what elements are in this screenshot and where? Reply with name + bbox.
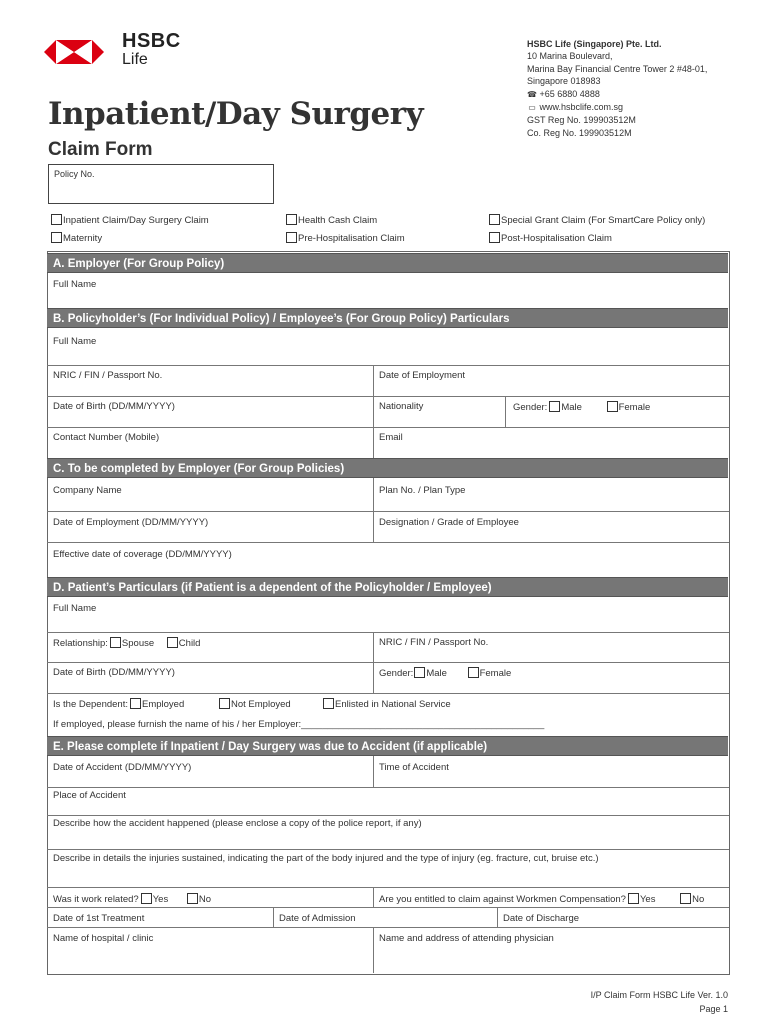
workmen-no[interactable]: No [692,894,705,905]
work-related-yes[interactable]: Yes [152,894,169,905]
footer [591,988,728,1016]
claim-type-pre-hospitalisation[interactable]: Pre-Hospitalisation Claim [286,232,405,244]
work-related: Was it work related? Yes No [53,894,212,905]
employer-name-note[interactable]: If employed, please furnish the name of his / her Employer:______________________________________________ [53,719,545,730]
policyholder-nric[interactable]: NRIC / FIN / Passport No. [53,370,163,381]
checkbox-icon[interactable] [489,214,500,225]
claim-type-inpatient[interactable]: Inpatient Claim/Day Surgery Claim [51,214,209,226]
first-treatment-date[interactable]: Date of 1st Treatment [53,913,145,924]
policyholder-dob[interactable]: Date of Birth (DD/MM/YYYY) [53,401,175,412]
policyholder-gender: Gender: Male Female [513,402,651,413]
section-d-header: D. Patient’s Particulars (if Patient is a dependent of the Policyholder / Employee) [47,577,728,597]
section-a-header: A. Employer (For Group Policy) [47,253,728,273]
checkbox-icon[interactable] [468,667,479,678]
employer-full-name[interactable]: Full Name [53,279,97,290]
form-version: I/P Claim Form HSBC Life Ver. 1.0 [590,990,728,1000]
checkbox-icon[interactable] [219,698,230,709]
discharge-date[interactable]: Date of Discharge [503,913,580,924]
checkbox-icon[interactable] [51,214,62,225]
checkbox-icon[interactable] [130,698,141,709]
policyholder-email[interactable]: Email [379,432,403,443]
page-number: Page 1 [699,1004,728,1014]
section-c-header: C. To be completed by Employer (For Group Policies) [47,458,728,478]
claim-type-post-hospitalisation[interactable]: Post-Hospitalisation Claim [489,232,612,244]
section-b-header: B. Policyholder’s (For Individual Policy) / Employee’s (For Group Policy) Particulars [47,308,728,328]
company-name: HSBC Life (Singapore) Pte. Ltd. [527,39,662,49]
patient-gender: Gender: Male Female [379,668,512,679]
dependent-employed[interactable]: Employed [142,699,185,710]
hospital-name[interactable]: Name of hospital / clinic [53,933,154,944]
policyholder-nationality[interactable]: Nationality [379,401,424,412]
claim-type-special-grant[interactable]: Special Grant Claim (For SmartCare Policy only) [489,214,705,226]
patient-gender-male[interactable]: Male [426,668,447,679]
website[interactable]: www.hsbclife.com.sg [539,102,624,113]
phone-icon: ☎ [527,89,537,99]
page-subtitle: Claim Form [48,139,153,160]
address-line1: 10 Marina Boulevard, [527,51,613,62]
policyholder-contact[interactable]: Contact Number (Mobile) [53,432,160,443]
policy-no-field[interactable] [48,164,274,204]
co-reg: Co. Reg No. 199903512M [527,127,632,138]
patient-relationship: Relationship: Spouse Child [53,638,201,649]
relationship-spouse[interactable]: Spouse [121,638,155,649]
workmen-yes[interactable]: Yes [639,894,656,905]
patient-dob[interactable]: Date of Birth (DD/MM/YYYY) [53,667,175,678]
checkbox-icon[interactable] [141,893,152,904]
section-e-header: E. Please complete if Inpatient / Day Surgery was due to Accident (if applicable) [47,736,728,756]
policyholder-date-employment[interactable]: Date of Employment [379,370,466,381]
monitor-icon: ▭ [528,103,536,113]
checkbox-icon[interactable] [323,698,334,709]
address-line2: Marina Bay Financial Centre Tower 2 #48-01, [527,63,708,74]
checkbox-icon[interactable] [187,893,198,904]
relationship-child[interactable]: Child [178,638,201,649]
checkbox-icon[interactable] [628,893,639,904]
accident-time[interactable]: Time of Accident [379,762,449,773]
claim-type-health-cash[interactable]: Health Cash Claim [286,214,377,226]
brand-sub: Life [122,51,148,68]
address-line3: Singapore 018983 [527,76,601,87]
checkbox-icon[interactable] [414,667,425,678]
checkbox-icon[interactable] [51,232,62,243]
company-name-field[interactable]: Company Name [53,485,122,496]
gst-reg: GST Reg No. 199903512M [527,115,636,126]
accident-place[interactable]: Place of Accident [53,790,126,801]
designation-field[interactable]: Designation / Grade of Employee [379,517,519,528]
admission-date[interactable]: Date of Admission [279,913,356,924]
workmen-compensation: Are you entitled to claim against Workmen Compensation? Yes No [379,894,705,905]
patient-nric[interactable]: NRIC / FIN / Passport No. [379,637,489,648]
checkbox-icon[interactable] [167,637,178,648]
employment-date-field[interactable]: Date of Employment (DD/MM/YYYY) [53,517,209,528]
physician-name[interactable]: Name and address of attending physician [379,933,554,944]
company-address [527,38,707,139]
accident-date[interactable]: Date of Accident (DD/MM/YYYY) [53,762,192,773]
effective-date-field[interactable]: Effective date of coverage (DD/MM/YYYY) [53,549,232,560]
checkbox-icon[interactable] [286,214,297,225]
plan-no-field[interactable]: Plan No. / Plan Type [379,485,466,496]
checkbox-icon[interactable] [680,893,691,904]
accident-description[interactable]: Describe how the accident happened (please enclose a copy of the police report, if any) [53,818,422,829]
claim-form-frame [47,251,730,975]
dependent-not-employed-option[interactable] [219,698,291,710]
work-related-no[interactable]: No [198,894,212,905]
checkbox-icon[interactable] [110,637,121,648]
brand-name: HSBC [122,30,181,52]
page-title: Inpatient/Day Surgery [48,96,424,132]
dependent-enlisted[interactable]: Enlisted in National Service [335,699,451,710]
policy-no-label: Policy No. [54,169,95,179]
dependent-status: Is the Dependent: Employed [53,699,185,710]
checkbox-icon[interactable] [607,401,618,412]
policyholder-full-name[interactable]: Full Name [53,336,97,347]
gender-female[interactable]: Female [618,402,651,413]
injury-description[interactable]: Describe in details the injuries sustained, indicating the part of the body injured and the type of injury (eg. fracture, cut, bruise etc.) [53,853,599,864]
checkbox-icon[interactable] [286,232,297,243]
dependent-enlisted-option[interactable] [323,698,451,710]
patient-gender-female[interactable]: Female [479,668,512,679]
dependent-not-employed[interactable]: Not Employed [231,699,291,710]
gender-male[interactable]: Male [561,402,582,413]
claim-type-maternity[interactable]: Maternity [51,232,102,244]
patient-full-name[interactable]: Full Name [53,603,97,614]
phone-number: +65 6880 4888 [539,88,600,99]
checkbox-icon[interactable] [489,232,500,243]
checkbox-icon[interactable] [549,401,560,412]
